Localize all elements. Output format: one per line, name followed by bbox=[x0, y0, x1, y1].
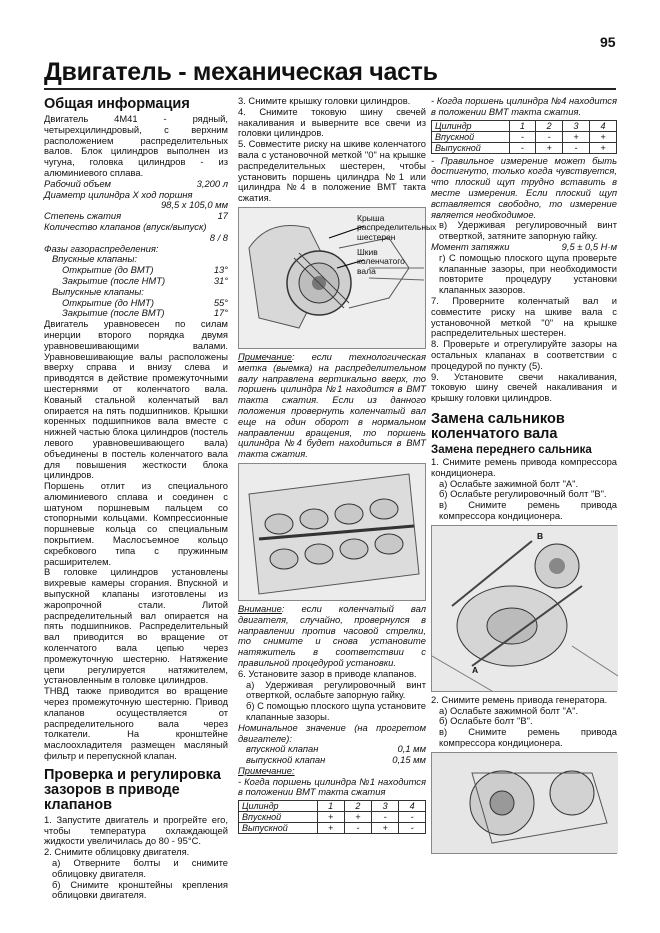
figure-ac-compressor bbox=[431, 525, 617, 692]
fig-label-b: B bbox=[537, 530, 544, 541]
seal-step-2: 2. Снимите ремень привода генератора. bbox=[431, 693, 608, 705]
column-right bbox=[431, 96, 617, 857]
seal-step-2b: б) Ослабьте болт "В". bbox=[439, 715, 533, 727]
step-g: г) С помощью плоского щупа проверьте клапанные зазоры, при необходимости повторите процедуру установки клапанных зазоров. bbox=[439, 251, 617, 296]
check-step-1: 1. Запустите двигатель и прогрейте его, чтобы температура охлаждающей жидкости увеличилась до 80 - 95°С. bbox=[44, 813, 228, 847]
figure-camshaft bbox=[238, 463, 426, 601]
ac-compressor-illustration bbox=[432, 526, 618, 691]
seal-step-1: 1. Снимите ремень привода компрессора кондиционера. bbox=[431, 455, 617, 478]
check-step-9: 9. Установите свечи накаливания, токовую шину свечей накаливания и крышку головки цилиндров. bbox=[431, 370, 617, 404]
column-left bbox=[44, 96, 228, 901]
measure-note: - Правильное измерение может быть достигнуто, только когда чувствуется, что плоский щуп трудно вставить в месте измерения. Если плоский щуп вставляется свободно, то измерение является необходимое. bbox=[431, 154, 617, 220]
check-step-6b: б) С помощью плоского щупа установите клапанные зазоры. bbox=[246, 700, 426, 722]
valve-table-cyl4 bbox=[431, 120, 617, 154]
table-row: Впускной + + - - bbox=[239, 812, 426, 823]
check-step-7: 7. Проверните коленчатый вал и совместите риску на шкиве вала с установочной меткой "0" на крышке распределительных шестерен. bbox=[431, 294, 617, 339]
exhaust-close: Закрытие (после ВМТ) 17° bbox=[62, 307, 228, 319]
seal-step-1a: а) Ослабьте зажимной болт "А". bbox=[439, 477, 579, 489]
seal-step-2c: в) Снимите ремень привода компрессора кондиционера. bbox=[439, 726, 617, 748]
spec-valves: 8 / 8 bbox=[209, 231, 228, 243]
table-row: Впускной - - + + bbox=[432, 131, 617, 142]
fig1-label-pulley: Шкив коленчатого вала bbox=[357, 246, 405, 276]
exhaust-valves-label: Выпускные клапаны: bbox=[52, 285, 144, 297]
piston-paragraph: Поршень отлит из специального алюминиевого сплава и соединен с шатуном поршневым пальцем со стопорными кольцами. Компрессионные поршневые кольца со специальным покрытием. Маслосъемное кольцо скребкового типа с пружинным расширителем. bbox=[44, 480, 228, 567]
fig-label-a: A bbox=[472, 664, 479, 675]
intake-open: Открытие (до ВМТ) 13° bbox=[62, 264, 228, 276]
intro-paragraph: Двигатель 4М41 - рядный, четырехцилиндровый, с верхним расположением распределительных валов. Блок цилиндров выполнен из чугуна, головка цилиндров - из алюминиевого сплава. bbox=[44, 113, 228, 178]
intake-valves-label: Впускные клапаны: bbox=[52, 253, 137, 265]
check-step-2b: б) Снимите кронштейны крепления облицовки двигателя. bbox=[52, 878, 228, 901]
spec-volume: Рабочий объем 3,200 л bbox=[44, 177, 228, 189]
page-number: 95 bbox=[600, 34, 616, 50]
page-title: Двигатель - механическая часть bbox=[44, 58, 438, 86]
nominal-exhaust: выпускной клапан 0,15 мм bbox=[246, 754, 426, 766]
head-paragraph: В головке цилиндров установлены вихревые камеры сгорания. Впускной и выпускной клапаны изготовлены из жаропрочной стали. Литой распределительный вал опирается на пять подшипников. Распределительный вал приводится во вращение от коленчатого вала цепью через промежуточную шестерню. Натяжение цепи регулируется натяжителем, установленным в головке цилиндров. bbox=[44, 566, 228, 686]
phases-label: Фазы газораспределения: bbox=[44, 242, 159, 254]
check-step-8: 8. Проверьте и отрегулируйте зазоры на остальных клапанах в соответствии с процедурой по пункту (5). bbox=[431, 338, 617, 371]
note-1: Примечание: если технологическая метка (выемка) на распределительном валу направлена вертикально вверх, то поршень цилиндра №1 находится в ВМТ такта сжатия. Если из данного положения провернуть коленчатый вал еще на один оборот в нормальном направлении вращения, то поршень цилиндра №4 будет находиться в ВМТ такта сжатия. bbox=[238, 350, 426, 460]
table-row: Выпускной - + - + bbox=[432, 142, 617, 153]
alternator-illustration bbox=[432, 753, 618, 853]
intake-close: Закрытие (после НМТ) 31° bbox=[62, 274, 228, 286]
exhaust-open: Открытие (до НМТ) 55° bbox=[62, 296, 228, 308]
valve-table-cyl1 bbox=[238, 800, 426, 834]
step-v: в) Удерживая регулировочный винт отверткой, затяните запорную гайку. bbox=[439, 219, 617, 242]
nominal-intake: впускной клапан 0,1 мм bbox=[246, 743, 426, 755]
camshaft-illustration bbox=[239, 464, 425, 600]
check-step-2: 2. Снимите облицовку двигателя. bbox=[44, 846, 190, 858]
heading-valve-check: Проверка и регулировка зазоров в приводе клапанов bbox=[44, 766, 221, 813]
spec-valves-label: Количество клапанов (впуск/выпуск) bbox=[44, 220, 207, 232]
fig1-label-cover: Крыша распределительных шестерен bbox=[357, 212, 437, 242]
check-step-3: 3. Снимите крышку головки цилиндров. bbox=[238, 95, 411, 106]
title-divider bbox=[44, 88, 616, 90]
check-step-6a: а) Удерживая регулировочный винт отверткой, ослабьте запорную гайку. bbox=[246, 678, 426, 701]
spec-compression: Степень сжатия 17 bbox=[44, 210, 228, 222]
seal-step-2a: а) Ослабьте зажимной болт "А". bbox=[439, 704, 579, 716]
seal-step-1c: в) Снимите ремень привода компрессора кондиционера. bbox=[439, 499, 617, 521]
check-step-6: 6. Установите зазор в приводе клапанов. bbox=[238, 667, 417, 679]
figure-alternator bbox=[431, 752, 617, 854]
heading-general-info: Общая информация bbox=[44, 96, 190, 112]
note-cyl4: - Когда поршень цилиндра №4 находится в положении ВМТ такта сжатия. bbox=[431, 95, 617, 117]
check-step-4: 4. Снимите токовую шину свечей накаливания и выверните все свечи из головки цилиндров. bbox=[238, 105, 426, 139]
torque-spec: Момент затяжки 9,5 ± 0,5 Н·м bbox=[431, 240, 617, 252]
heading-seals: Замена сальников коленчатого вала bbox=[431, 410, 565, 442]
table-row: Выпускной + - + - bbox=[239, 823, 426, 834]
column-middle bbox=[238, 95, 437, 836]
check-step-5: 5. Совместите риску на шкиве коленчатого вала с установочной меткой "0" на крышке распределительных шестерен, чтобы установить поршень цилиндра №1 или цилиндра №4 в положение ВМТ такта сжатия. bbox=[238, 138, 426, 204]
note-2: Внимание: если коленчатый вал двигателя, случайно, провернулся в направлении против часовой стрелки, то снимите и снова установите натяжитель в соответствии с правильной процедурой установки. bbox=[238, 602, 426, 668]
balance-paragraph: Двигатель уравновесен по силам инерции второго порядка двумя уравновешивающими валами. Уравновешивающие валы расположены вверху справа и внизу слева и приводятся в действие промежуточными шестернями от коленчатого вала. Кованый стальной коленчатый вал опирается на пять подшипников. Крышки коренных подшипников вала вместе с нижней частью блока цилиндров (постель левого уравновешивающего вала) объединены в постель коленчатого вала для повышения жесткости блока цилиндров. bbox=[44, 318, 228, 481]
table-header-row: Цилиндр 1 2 3 4 bbox=[239, 801, 426, 812]
spec-bore-label: Диаметр цилиндра X ход поршня bbox=[44, 188, 193, 200]
check-step-2a: а) Отверните болты и снимите облицовку двигателя. bbox=[52, 857, 228, 879]
seal-step-1b: б) Ослабьте регулировочный болт "В". bbox=[439, 488, 607, 500]
table-header-row: Цилиндр 1 2 3 4 bbox=[432, 120, 617, 131]
nominal-label: Номинальное значение (на прогретом двигателе): bbox=[238, 721, 426, 744]
tnvd-paragraph: ТНВД также приводится во вращение через промежуточную шестерню. Привод клапанов осуществляется от распределительного вала через толкатели. На кронштейне маслоохладителя размещен масляный фильтр и перепускной клапан. bbox=[44, 685, 228, 762]
spec-bore: 98,5 х 105,0 мм bbox=[160, 199, 228, 211]
note-3-text: - Когда поршень цилиндра №1 находится в положении ВМТ такта сжатия bbox=[238, 775, 426, 798]
figure-timing-mark bbox=[238, 207, 437, 349]
heading-front-seal: Замена переднего сальника bbox=[431, 443, 592, 456]
note-3-label: Примечание: bbox=[238, 764, 295, 776]
